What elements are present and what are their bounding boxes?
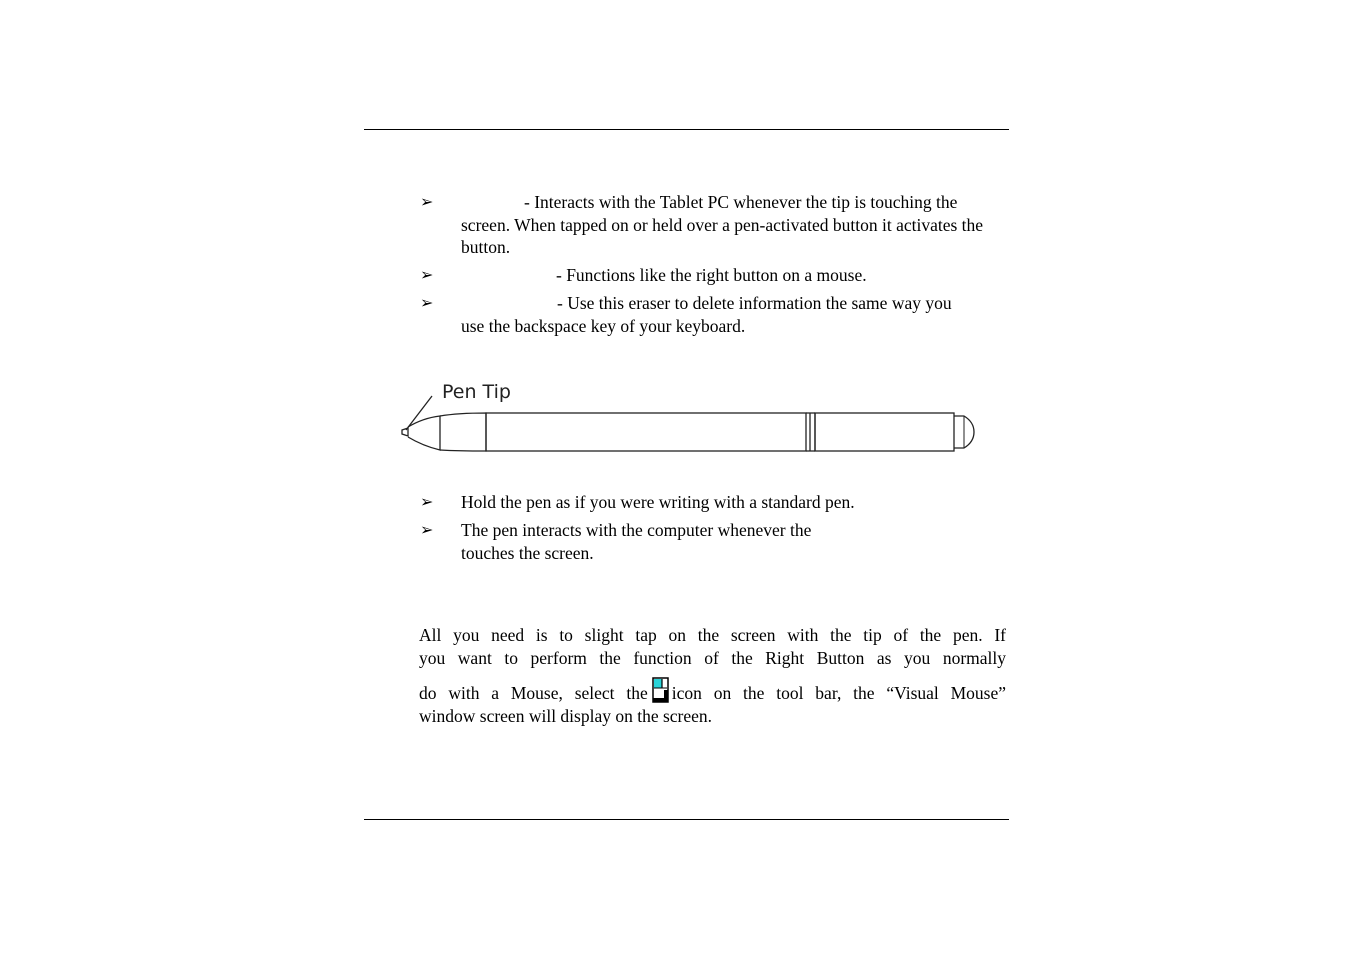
arrow-bullet-icon: ➢ [420,293,434,312]
bullet-text-continued: use the backspace key of your keyboard. [461,315,746,336]
paragraph-line: you want to perform the function of the Right Button as you normally [419,647,1006,668]
bullet-pen-tip [420,191,1010,259]
bullet-text: - Interacts with the Tablet PC whenever the tip is touching the [524,192,958,212]
arrow-bullet-icon: ➢ [420,265,434,284]
pen-figure [398,378,978,458]
bullet-pen-button [420,264,1010,287]
paragraph-line-with-icon [419,677,1006,705]
paragraph-line: window screen will display on the screen. [419,705,713,726]
bullet-pen-interacts [420,519,1010,564]
bullet-text: - Use this eraser to delete information the same way you [557,293,952,313]
paragraph-text: do with a Mouse, select the [419,683,648,703]
pen-tip-label: Pen Tip [442,381,511,403]
paragraph-text: icon on the tool bar, the “Visual Mouse” [671,683,1006,703]
bullet-text-continued: touches the screen. [461,542,594,563]
pen-illustration-icon [398,378,978,458]
bullet-text: - Functions like the right button on a mouse. [556,265,867,285]
header-rule [364,129,1009,130]
bullet-text: Hold the pen as if you were writing with a standard pen. [461,492,855,512]
visual-mouse-icon[interactable] [652,677,669,703]
arrow-bullet-icon: ➢ [420,492,434,511]
bullet-text-continued: screen. When tapped on or held over a pen-activated button it activates the button. [461,214,984,257]
arrow-bullet-icon: ➢ [420,192,434,211]
paragraph-line: All you need is to slight tap on the screen with the tip of the pen. If [419,625,1006,645]
arrow-bullet-icon: ➢ [420,520,434,539]
instruction-paragraph [419,624,1006,727]
footer-rule [364,819,1009,820]
bullet-text: The pen interacts with the computer whenever the [461,520,812,540]
bullet-hold-pen [420,491,1010,514]
bullet-eraser [420,292,1010,337]
